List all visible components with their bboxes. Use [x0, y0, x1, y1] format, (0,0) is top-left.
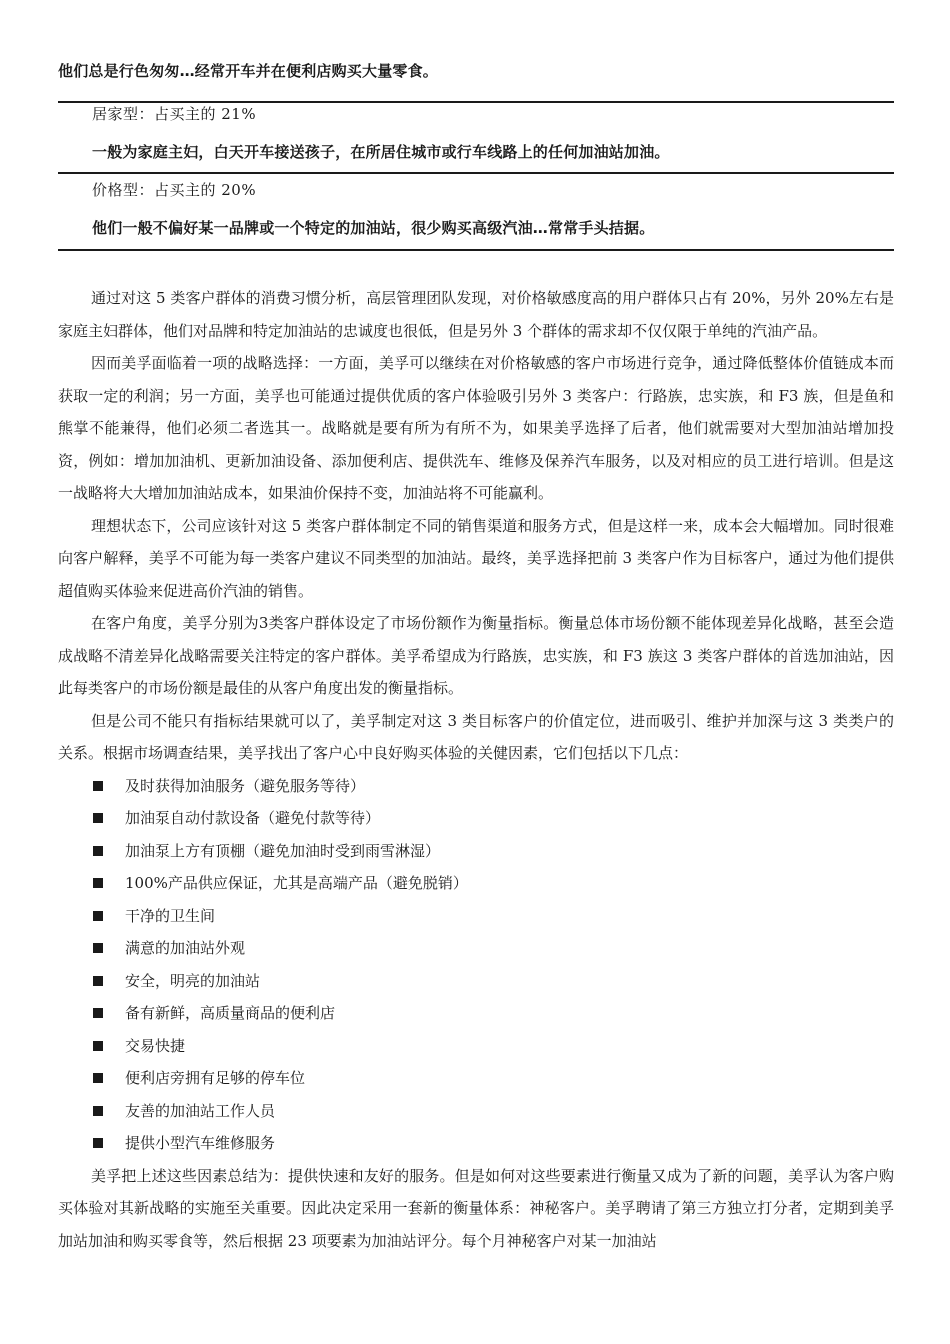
segment-description: 他们一般不偏好某一品牌或一个特定的加油站，很少购买高级汽油…常常手头拮据。 — [92, 219, 655, 237]
segment-title: 居家型：占买主的 21% — [92, 105, 257, 123]
paragraph: 美孚把上述这些因素总结为：提供快速和友好的服务。但是如何对这些要素进行衡量又成为了新的问题，美孚认为客户购买体验对其新战略的实施至关重要。因此决定采用一套新的衡量体系：神秘客户。美孚聘请了第三方独立打分者，定期到美孚加站加油和购买零食等，然后根据 23 项要素为加油站评分。每个月神秘客户对某一加油站 — [58, 1166, 894, 1250]
list-item — [58, 1030, 894, 1063]
segment-title: 价格型：占买主的 20% — [92, 181, 257, 199]
list-item-text: 交易快捷 — [125, 1036, 186, 1055]
paragraph: 在客户角度，美孚分别为3类客户群体设定了市场份额作为衡量指标。衡量总体市场份额不能体现差异化战略，甚至会造成战略不清差异化战略需要关注特定的客户群体。美孚希望成为行路族，忠实族，和 F3 族这 3 类客户群体的首选加油站，因此每类客户的市场份额是最佳的从客户角度出发的衡量指标。 — [58, 614, 894, 697]
list-item-text: 便利店旁拥有足够的停车位 — [125, 1069, 306, 1087]
list-item — [58, 965, 894, 998]
list-item-text: 干净的卫生间 — [125, 906, 216, 925]
key-factors-list — [58, 770, 894, 1160]
list-item — [58, 900, 894, 933]
square-bullet-icon — [93, 846, 103, 856]
paragraph: 通过对这 5 类客户群体的消费习惯分析，高层管理团队发现，对价格敏感度高的用户群体只占有 20%，另外 20%左右是家庭主妇群体，他们对品牌和特定加油站的忠诚度也很低，但是另外 3 个群体的需求却不仅仅限于单纯的汽油产品。 — [58, 289, 894, 340]
square-bullet-icon — [93, 781, 103, 791]
table-rule — [58, 172, 894, 174]
table-rule — [58, 249, 894, 251]
list-item-text: 满意的加油站外观 — [125, 939, 246, 957]
list-item-text: 友善的加油站工作人员 — [125, 1101, 276, 1120]
square-bullet-icon — [93, 813, 103, 823]
list-item — [58, 835, 894, 868]
list-item — [58, 770, 894, 803]
list-item — [58, 1095, 894, 1128]
list-item-text: 加油泵上方有顶棚（避免加油时受到雨雪淋湿） — [125, 841, 441, 860]
paragraph: 但是公司不能只有指标结果就可以了，美孚制定对这 3 类目标客户的价值定位，进而吸引、维护并加深与这 3 类类户的关系。根据市场调查结果，美孚找出了客户心中良好购买体验的关健因素，它们包括以下几点： — [58, 711, 894, 762]
square-bullet-icon — [93, 1041, 103, 1051]
square-bullet-icon — [93, 1106, 103, 1116]
segment-description: 他们总是行色匆匆…经常开车并在便利店购买大量零食。 — [58, 62, 439, 80]
list-item — [58, 1127, 894, 1160]
list-item-text: 备有新鲜，高质量商品的便利店 — [125, 1004, 336, 1022]
list-item — [58, 997, 894, 1030]
segment-description: 一般为家庭主妇，白天开车接送孩子，在所居住城市或行车线路上的任何加油站加油。 — [92, 143, 670, 161]
list-item-text: 加油泵自动付款设备（避免付款等待） — [125, 809, 381, 827]
list-item-text: 及时获得加油服务（避免服务等待） — [125, 776, 366, 795]
list-item — [58, 932, 894, 965]
paragraph: 理想状态下，公司应该针对这 5 类客户群体制定不同的销售渠道和服务方式，但是这样一来，成本会大幅增加。同时很难向客户解释，美孚不可能为每一类客户建议不同类型的加油站。最终，美孚选择把前 3 类客户作为目标客户，通过为他们提供超值购买体验来促进高价汽油的销售。 — [58, 516, 894, 600]
list-item — [58, 1062, 894, 1095]
list-item-text: 提供小型汽车维修服务 — [125, 1134, 276, 1152]
square-bullet-icon — [93, 1008, 103, 1018]
list-item — [58, 802, 894, 835]
list-item — [58, 867, 894, 900]
square-bullet-icon — [93, 1073, 103, 1083]
square-bullet-icon — [93, 878, 103, 888]
list-item-text: 安全，明亮的加油站 — [125, 971, 261, 990]
square-bullet-icon — [93, 976, 103, 986]
paragraph: 因而美孚面临着一项的战略选择：一方面，美孚可以继续在对价格敏感的客户市场进行竞争，通过降低整体价值链成本而获取一定的利润；另一方面，美孚也可能通过提供优质的客户体验吸引另外 3 类客户：行路族，忠实族，和 F3 族，但是鱼和熊掌不能兼得，他们必须二者选其一。战略就是要有所为有所不为，如果美孚选择了后者，他们就需要对大型加油站增加投资，例如：增加加油机、更新加油设备、添加便利店、提供洗车、维修及保养汽车服务，以及对相应的员工进行培训。但是这一战略将大大增加加油站成本，如果油价保持不变，加油站将不可能赢利。 — [58, 354, 894, 502]
square-bullet-icon — [93, 1138, 103, 1148]
body-text — [58, 282, 894, 1257]
square-bullet-icon — [93, 911, 103, 921]
list-item-text: 100%产品供应保证，尤其是高端产品（避免脱销） — [125, 874, 468, 892]
square-bullet-icon — [93, 943, 103, 953]
